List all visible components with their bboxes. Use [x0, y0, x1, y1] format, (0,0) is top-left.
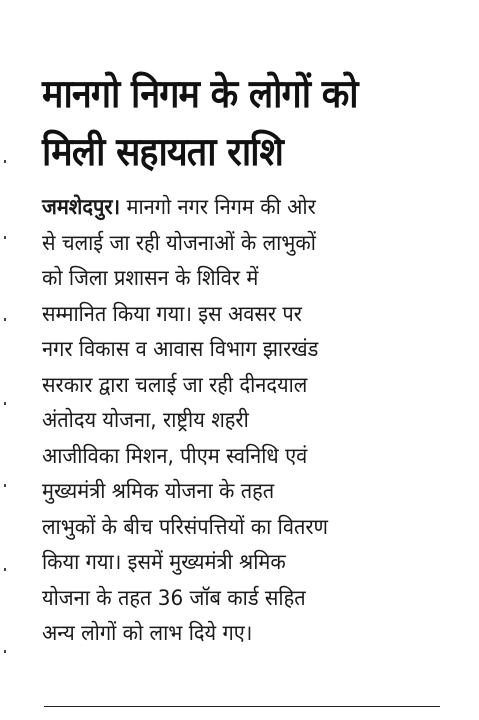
body-line: लाभुकों के बीच परिसंपत्तियों का वितरण	[42, 514, 328, 540]
headline	[42, 66, 456, 182]
body-first-line-text: मानगो नगर निगम की ओर	[120, 195, 316, 220]
body-line: योजना के तहत 36 जॉब कार्ड सहित	[42, 585, 306, 611]
body-line: आजीविका मिशन, पीएम स्वनिधि एवं	[42, 443, 308, 469]
dateline: जमशेदपुर।	[42, 195, 121, 220]
body-line: किया गया। इसमें मुख्यमंत्री श्रमिक	[42, 550, 286, 575]
body-line: नगर विकास व आवास विभाग झारखंड	[42, 337, 319, 362]
news-article	[42, 66, 462, 652]
body-line: से चलाई जा रही योजनाओं के लाभुकों	[42, 230, 316, 256]
article-body	[42, 190, 462, 652]
headline-line: मानगो निगम के लोगों को	[42, 72, 358, 117]
scan-margin-marks	[4, 0, 7, 720]
body-line: को जिला प्रशासन के शिविर में	[42, 266, 259, 291]
body-line: मुख्यमंत्री श्रमिक योजना के तहत	[42, 479, 275, 504]
body-line	[42, 190, 462, 226]
body-line: सरकार द्वारा चलाई जा रही दीनदयाल	[42, 372, 308, 398]
headline-line: मिली सहायता राशि	[42, 130, 283, 175]
body-line: अंतोदय योजना, राष्ट्रीय शहरी	[42, 408, 249, 433]
body-line: सम्मानित किया गया। इस अवसर पर	[42, 301, 302, 327]
body-line: अन्य लोगों को लाभ दिये गए।	[42, 621, 253, 646]
bottom-divider	[44, 706, 440, 707]
